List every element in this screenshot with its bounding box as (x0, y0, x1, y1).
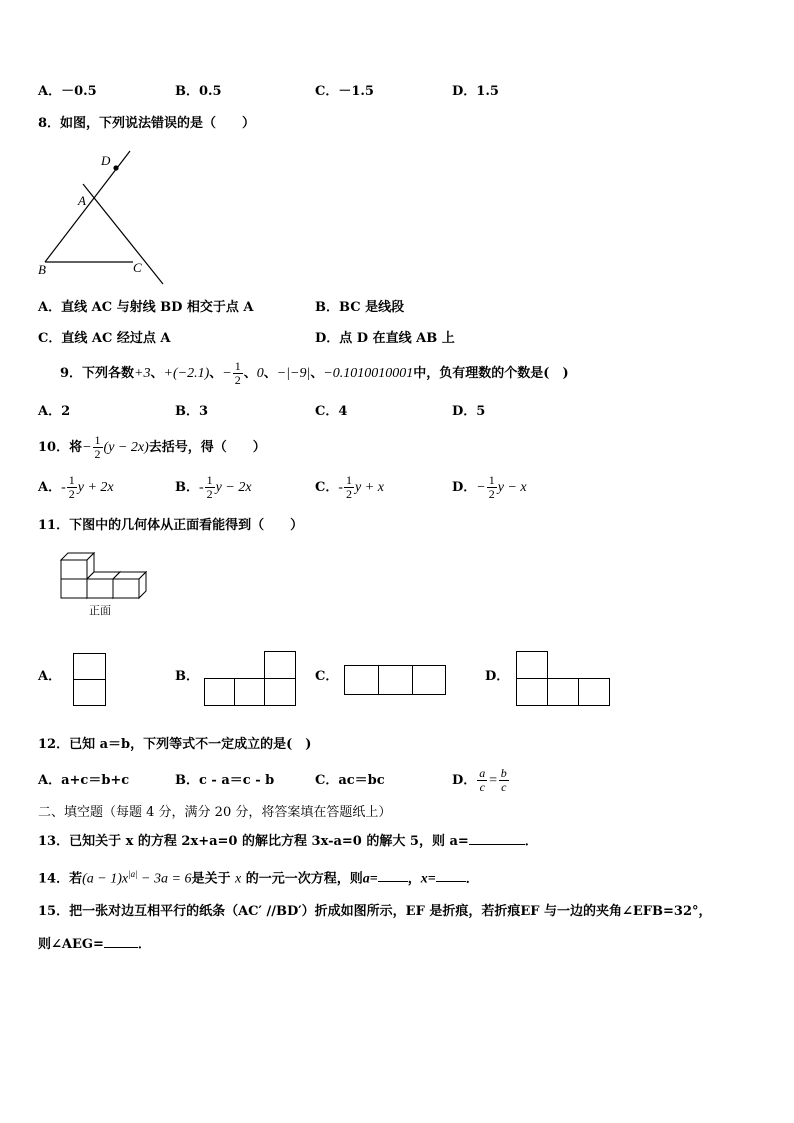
q9-stem: 9．下列各数+3、+(−2.1)、− $\frac{1}{2}$ 、0、−|−9|、−0.1010010001中，负有理数的个数是( ) (60, 359, 569, 387)
q8-option-a: A．直线 AC 与射线 BD 相交于点 A (38, 300, 254, 315)
q13-answer-blank[interactable] (469, 832, 525, 845)
q11-option-d: D． (485, 669, 510, 684)
q7-option-b: B．0.5 (175, 84, 222, 99)
q8-triangle-figure (38, 146, 178, 286)
q11-option-a-shape (73, 653, 107, 708)
q15-line2: 则∠AEG= ． (38, 937, 151, 952)
q10-option-a: A．- $\frac{1}{2}$ y + 2x (38, 473, 114, 501)
q10-option-d: D．− $\frac{1}{2}$ y − x (452, 473, 527, 501)
q8-option-d: D．点 D 在直线 AB 上 (315, 331, 455, 346)
q15-line1: 15．把一张对边互相平行的纸条（AC′ //BD′）折成如图所示，EF 是折痕，若折痕EF 与一边的夹角∠EFB=32°， (38, 904, 712, 919)
q9-option-c: C．4 (315, 404, 348, 419)
label-d: D (101, 153, 111, 168)
q11-option-b-shape (204, 651, 299, 707)
q7-option-d: D．1.5 (452, 84, 499, 99)
q11-stem: 11．下图中的几何体从正面看能得到（ ） (38, 518, 304, 533)
q11-option-d-shape (516, 651, 612, 707)
front-label: 正面 (89, 604, 111, 617)
q12-option-b: B．c - a＝c - b (175, 773, 275, 788)
q10-option-b: B．- $\frac{1}{2}$ y − 2x (175, 473, 252, 501)
q10-option-c: C．- $\frac{1}{2}$ y + x (315, 473, 384, 501)
q13-text: 13．已知关于 x 的方程 2x+a=0 的解比方程 3x-a=0 的解大 5，则 a= ． (38, 834, 538, 849)
q11-option-a: A． (38, 669, 62, 684)
q12-option-c: C．ac＝bc (315, 773, 385, 788)
q11-cube-figure (58, 550, 158, 620)
q8-option-b: B．BC 是线段 (315, 300, 405, 315)
q8-option-c: C．直线 AC 经过点 A (38, 331, 171, 346)
q11-option-b: B． (175, 669, 199, 684)
q14-a-blank[interactable] (378, 869, 408, 882)
q9-option-b: B．3 (175, 404, 209, 419)
label-a: A (78, 193, 86, 208)
q9-option-a: A．2 (38, 404, 71, 419)
q7-option-a: A．－0.5 (38, 84, 97, 99)
q11-option-c-shape (344, 665, 448, 697)
q11-option-c: C． (315, 669, 339, 684)
q10-stem: 10．将− $\frac{1}{2}$ (y − 2x)去括号，得（ ） (38, 433, 266, 461)
label-c: C (133, 260, 142, 275)
q15-answer-blank[interactable] (104, 935, 138, 948)
q14-x-blank[interactable] (436, 869, 466, 882)
label-b: B (38, 262, 46, 277)
q8-stem: 8．如图，下列说法错误的是（ ） (38, 116, 256, 131)
q14-text: 14．若$(a - 1)x^{|a|} - 3a = 6$是关于 x 的一元一次方程，则a= ，x= ． (38, 869, 479, 887)
q9-option-d: D．5 (452, 404, 486, 419)
q12-option-a: A．a+c＝b+c (38, 773, 130, 788)
q12-stem: 12．已知 a＝b，下列等式不一定成立的是( ) (38, 737, 312, 752)
point-d (113, 165, 118, 170)
q12-option-d: D． $\frac{a}{c}$ = $\frac{b}{c}$ (452, 766, 507, 794)
section-2-heading: 二、填空题（每题 4 分，满分 20 分，将答案填在答题纸上） (38, 805, 392, 820)
q7-option-c: C．－1.5 (315, 84, 374, 99)
